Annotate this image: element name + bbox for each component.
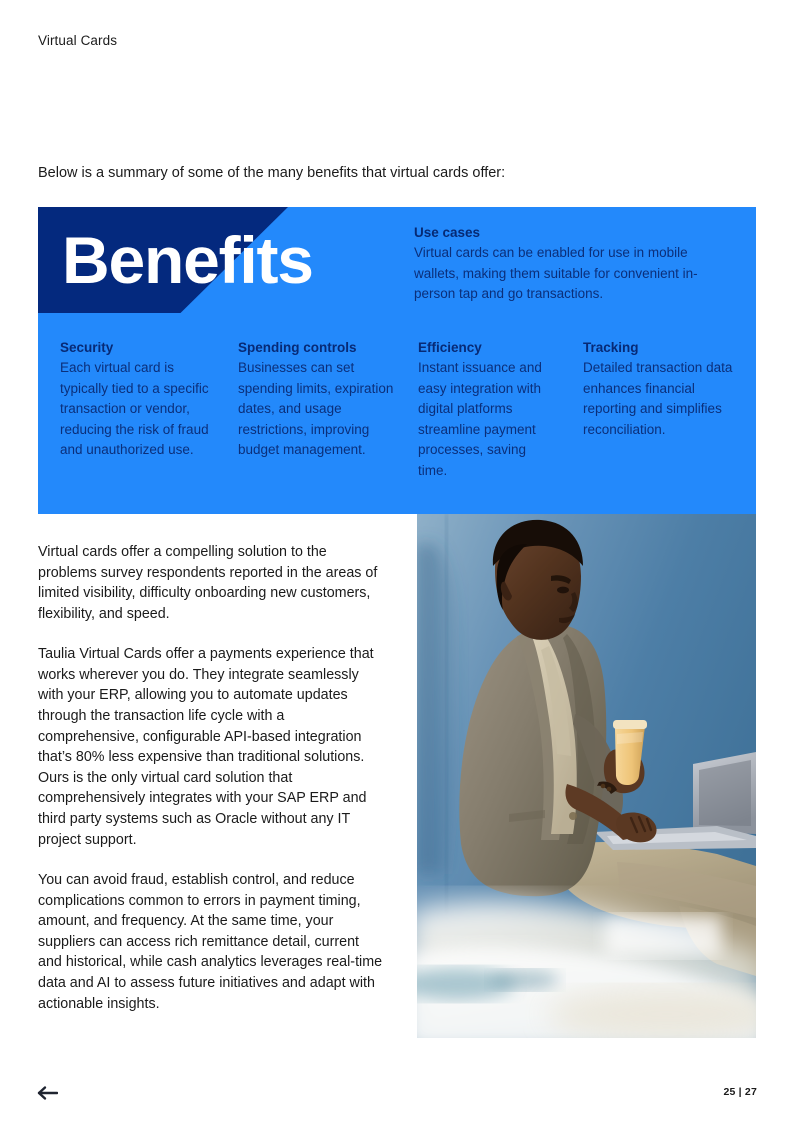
benefit-heading: Efficiency	[418, 340, 482, 355]
use-cases-body: Virtual cards can be enabled for use in mobile wallets, making them suitable for convenient in-person tap and go transactions.	[414, 245, 698, 302]
benefit-column-spending-controls	[238, 340, 418, 481]
document-header-title: Virtual Cards	[38, 33, 118, 48]
photo-illustration	[417, 514, 756, 1038]
benefits-banner	[38, 207, 756, 514]
benefit-columns	[38, 340, 756, 481]
page-number-indicator: 25 | 27	[723, 1086, 757, 1098]
use-cases-heading: Use cases	[414, 225, 481, 240]
benefit-column-efficiency	[418, 340, 583, 481]
body-text-column	[38, 542, 386, 1014]
intro-paragraph: Below is a summary of some of the many benefits that virtual cards offer:	[38, 165, 506, 181]
arrow-left-icon	[36, 1085, 58, 1101]
benefit-body: Instant issuance and easy integration with digital platforms streamline payment processes, saving time.	[418, 360, 542, 478]
benefit-column-tracking	[583, 340, 756, 481]
body-paragraph: Virtual cards offer a compelling solution to the problems survey respondents reported in the areas of limited visibility, difficulty onboarding new customers, flexibility, and speed.	[38, 544, 378, 622]
benefit-body: Businesses can set spending limits, expiration dates, and usage restrictions, improving budget management.	[238, 360, 394, 458]
benefit-column-security	[38, 340, 238, 481]
benefit-heading: Spending controls	[238, 340, 357, 355]
benefit-body: Detailed transaction data enhances financial reporting and simplifies reconciliation.	[583, 360, 733, 437]
back-navigation-button[interactable]	[36, 1085, 58, 1101]
benefit-heading: Security	[60, 340, 114, 355]
benefits-title: Benefits	[62, 223, 313, 297]
body-paragraph: Taulia Virtual Cards offer a payments experience that works wherever you do. They integrate seamlessly with your ERP, allowing you to automate updates through the transaction life cycle with a comprehensive, configurable API-based integration that’s 80% less expensive than traditional solutions. Ours is the only virtual card solution that comprehensively integrates with your SAP ERP and third party systems such as Oracle without any IT project support.	[38, 646, 374, 848]
article-photo	[417, 514, 756, 1038]
use-cases-block	[414, 225, 724, 305]
body-paragraph: You can avoid fraud, establish control, and reduce complications common to errors in payment timing, amount, and frequency. At the same time, your suppliers can access rich remittance detail, current and historical, while cash analytics leverages real-time data and AI to assess future initiatives and adapt with actionable insights.	[38, 872, 383, 1012]
benefit-body: Each virtual card is typically tied to a specific transaction or vendor, reducing the risk of fraud and unauthorized use.	[60, 360, 209, 458]
benefit-heading: Tracking	[583, 340, 639, 355]
